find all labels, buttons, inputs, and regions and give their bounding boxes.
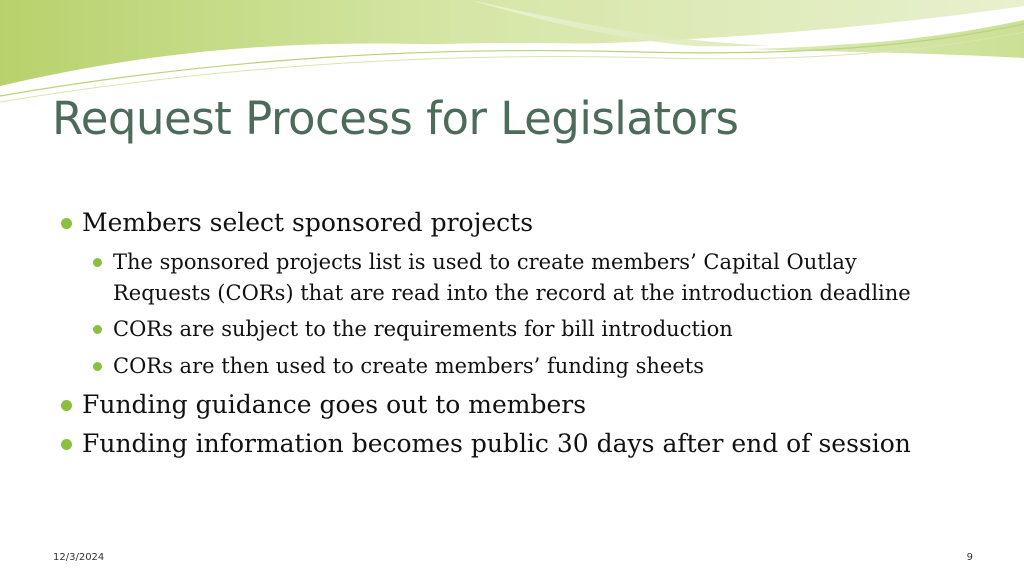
sub-bullet-item: The sponsored projects list is used to create members’ Capital Outlay <box>113 250 857 274</box>
bullet-dot <box>61 400 72 411</box>
bullet-dot <box>61 218 72 229</box>
sub-bullet-dot <box>93 362 102 371</box>
sub-bullet-item: CORs are subject to the requirements for bill introduction <box>113 317 733 341</box>
sub-bullet-item: CORs are then used to create members’ funding sheets <box>113 354 704 378</box>
bullet-item: Members select sponsored projects <box>82 208 534 237</box>
sub-bullet-dot <box>93 258 102 267</box>
slide-title: Request Process for Legislators <box>52 92 739 145</box>
bullet-dot <box>61 439 72 450</box>
page-number: 9 <box>966 552 973 563</box>
sub-bullet-dot <box>93 325 102 334</box>
bullet-item: Funding information becomes public 30 days after end of session <box>82 429 911 458</box>
footer-date: 12/3/2024 <box>53 552 105 563</box>
bullet-item: Funding guidance goes out to members <box>82 390 587 419</box>
sub-bullet-item-continuation: Requests (CORs) that are read into the record at the introduction deadline <box>113 281 911 305</box>
